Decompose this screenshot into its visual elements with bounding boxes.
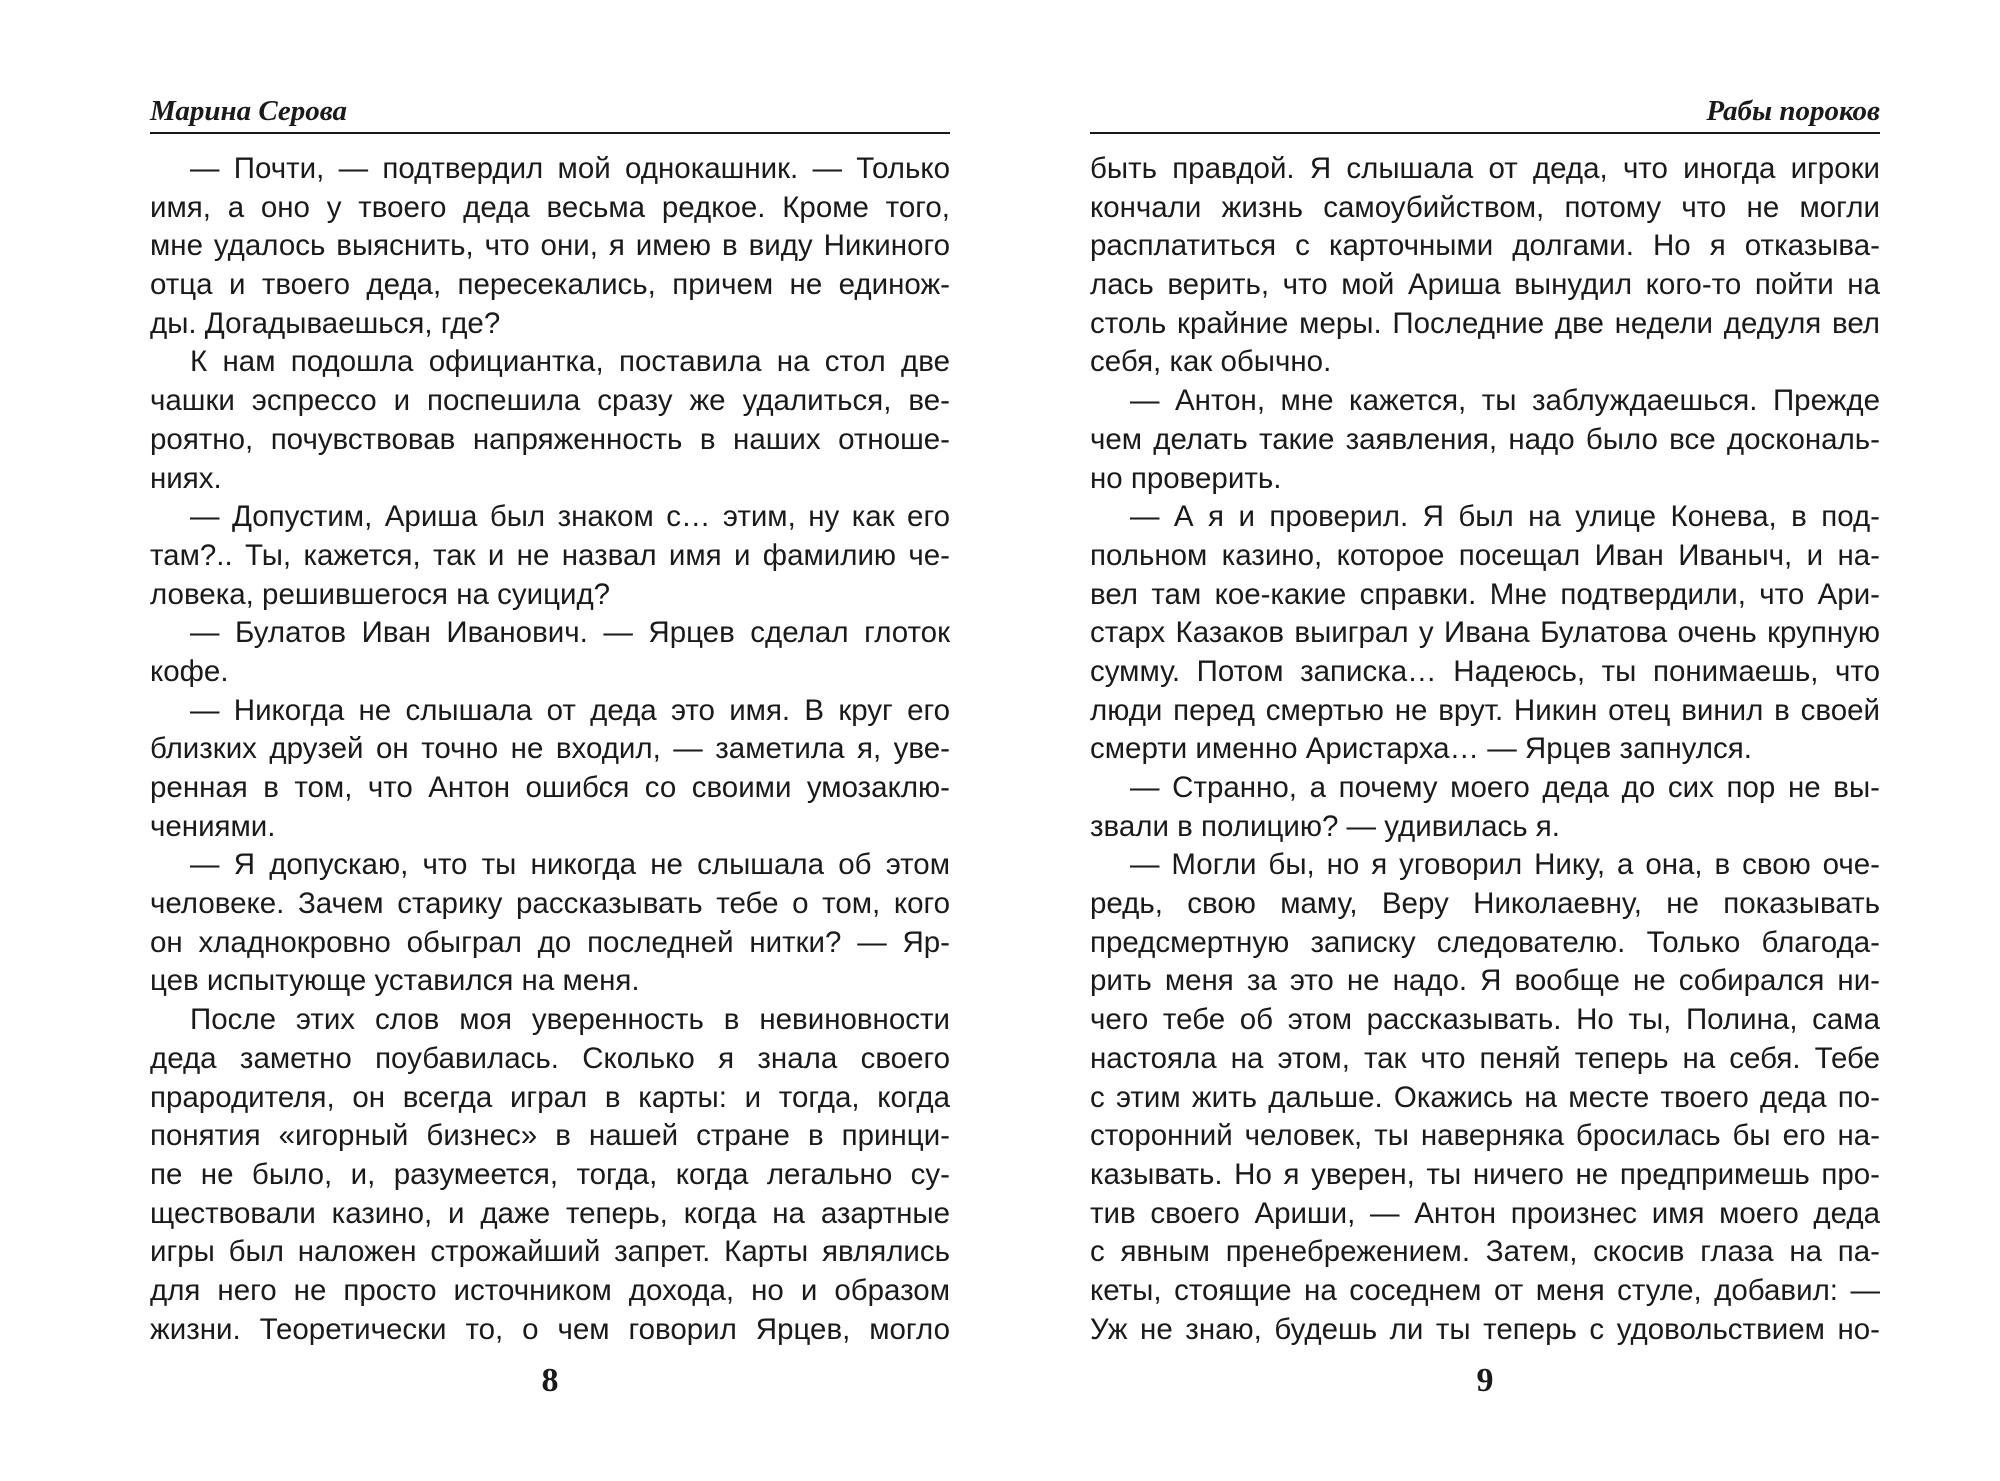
text-line: смерти именно Аристарха… — Ярцев запнулся. xyxy=(1090,732,1752,766)
text-line: быть правдой. Я слышала от деда, что иногда игроки xyxy=(1090,152,1880,185)
text-line: сторонний человек, ты наверняка бросилась бы его на- xyxy=(1090,1119,1880,1153)
running-header-author xyxy=(150,92,950,134)
text-line: чениями. xyxy=(150,809,276,843)
text-line: отца и твоего деда, пересекались, причем не единож- xyxy=(150,268,950,302)
text-line: но проверить. xyxy=(1090,461,1282,495)
text-line: звали в полицию? — удивилась я. xyxy=(1090,809,1560,843)
text-line: мне удалось выяснить, что они, я имею в виду Никиного xyxy=(150,229,950,263)
text-line: кончали жизнь самоубийством, потому что не могли xyxy=(1090,190,1880,224)
header-title-text: Рабы пороков xyxy=(1706,95,1880,127)
text-line: расплатиться с карточными долгами. Но я отказыва- xyxy=(1090,229,1880,263)
text-line: польном казино, которое посещал Иван Иваныч, и на- xyxy=(1090,538,1880,572)
text-line: с этим жить дальше. Окажись на месте твоего деда по- xyxy=(1090,1080,1880,1114)
text-line: ренная в том, что Антон ошибся со своими умозаклю- xyxy=(150,771,950,804)
text-line: имя, а оно у твоего деда весьма редкое. Кроме того, xyxy=(150,190,950,224)
text-line: — Я допускаю, что ты никогда не слышала об этом xyxy=(190,848,950,882)
text-line: пе не было, и, разумеется, тогда, когда легально су- xyxy=(150,1157,950,1191)
page-number: 9 xyxy=(1476,1362,1494,1399)
text-line: ды. Догадываешься, где? xyxy=(150,306,501,340)
text-line: — Никогда не слышала от деда это имя. В круг его xyxy=(190,693,950,727)
text-line: понятия «игорный бизнес» в нашей стране в принци- xyxy=(150,1119,950,1153)
text-line: К нам подошла официантка, поставила на стол две xyxy=(190,345,950,379)
text-line: роятно, почувствовав напряженность в наших отноше- xyxy=(150,422,950,456)
text-line: старх Казаков выиграл у Ивана Булатова очень крупную xyxy=(1090,616,1880,650)
text-line: казывать. Но я уверен, ты ничего не предпримешь про- xyxy=(1090,1157,1880,1191)
text-line: рить меня за это не надо. Я вообще не собирался ни- xyxy=(1090,964,1880,998)
text-line: кеты, стоящие на соседнем от меня стуле, добавил: — xyxy=(1090,1273,1880,1307)
text-line: — Могли бы, но я уговорил Нику, а она, в свою оче- xyxy=(1130,848,1880,882)
text-line: лась верить, что мой Ариша вынудил кого-то пойти на xyxy=(1090,268,1880,302)
text-line: ниях. xyxy=(150,461,222,495)
text-line: кофе. xyxy=(150,654,229,688)
text-line: жизни. Теоретически то, о чем говорил Ярцев, могло xyxy=(150,1312,950,1346)
right-page xyxy=(1090,0,1880,1481)
text-line: тив своего Ариши, — Антон произнес имя моего деда xyxy=(1090,1196,1880,1230)
text-line: себя, как обычно. xyxy=(1090,345,1332,379)
text-line: — Странно, а почему моего деда до сих пор не вы- xyxy=(1130,771,1880,804)
text-line: цев испытующе уставился на меня. xyxy=(150,964,640,998)
page-number: 8 xyxy=(541,1362,559,1399)
left-page-text xyxy=(150,150,950,1349)
text-line: с явным пренебрежением. Затем, скосив глаза на па- xyxy=(1090,1235,1880,1269)
text-line: столь крайние меры. Последние две недели дедуля вел xyxy=(1090,306,1880,340)
text-line: ществовали казино, и даже теперь, когда на азартные xyxy=(150,1196,950,1230)
header-author-text: Марина Серова xyxy=(150,95,348,127)
text-line: предсмертную записку следователю. Только благода- xyxy=(1090,925,1880,959)
text-line: Уж не знаю, будешь ли ты теперь с удовольствием но- xyxy=(1090,1312,1880,1346)
text-line: человеке. Зачем старику рассказывать тебе о том, кого xyxy=(150,887,950,921)
text-line: сумму. Потом записка… Надеюсь, ты понимаешь, что xyxy=(1090,654,1880,688)
text-line: — Почти, — подтвердил мой однокашник. — Только xyxy=(190,152,950,185)
text-line: — Булатов Иван Иванович. — Ярцев сделал глоток xyxy=(190,616,950,650)
text-line: чего тебе об этом рассказывать. Но ты, Полина, сама xyxy=(1090,1003,1880,1037)
text-line: — А я и проверил. Я был на улице Конева, в под- xyxy=(1130,500,1880,534)
text-line: вел там кое-какие справки. Мне подтвердили, что Ари- xyxy=(1090,577,1880,611)
text-line: редь, свою маму, Веру Николаевну, не показывать xyxy=(1090,887,1880,921)
text-line: После этих слов моя уверенность в невиновности xyxy=(190,1003,950,1037)
running-header-title xyxy=(1090,92,1880,134)
text-line: — Допустим, Ариша был знаком с… этим, ну как его xyxy=(190,500,950,534)
right-page-text xyxy=(1090,150,1880,1349)
text-line: он хладнокровно обыграл до последней нитки? — Яр- xyxy=(150,925,950,959)
text-line: там?.. Ты, кажется, так и не назвал имя и фамилию че- xyxy=(150,538,950,572)
text-line: близких друзей он точно не входил, — заметила я, уве- xyxy=(150,732,950,766)
text-line: деда заметно поубавилась. Сколько я знала своего xyxy=(150,1041,950,1075)
text-line: прародителя, он всегда играл в карты: и тогда, когда xyxy=(150,1080,950,1114)
text-line: чашки эспрессо и поспешила сразу же удалиться, ве- xyxy=(150,384,950,418)
text-line: чем делать такие заявления, надо было все доскональ- xyxy=(1090,422,1880,456)
left-page xyxy=(150,0,950,1481)
text-line: настояла на этом, так что пеняй теперь на себя. Тебе xyxy=(1090,1041,1880,1075)
text-line: люди перед смертью не врут. Никин отец винил в своей xyxy=(1090,693,1880,727)
text-line: игры был наложен строжайший запрет. Карты являлись xyxy=(150,1235,950,1269)
text-line: для него не просто источником дохода, но и образом xyxy=(150,1273,950,1307)
text-line: ловека, решившегося на суицид? xyxy=(150,577,611,611)
text-line: — Антон, мне кажется, ты заблуждаешься. Прежде xyxy=(1130,384,1880,418)
